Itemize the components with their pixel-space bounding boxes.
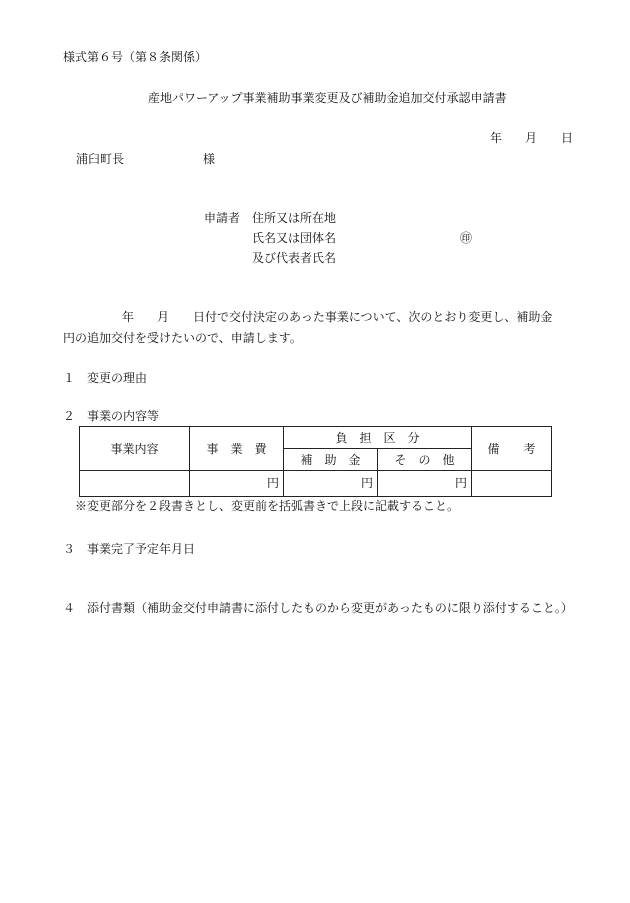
body-line2: 円の追加交付を受けたいので、申請します。 — [63, 331, 302, 345]
section-4-label: 添付書類（補助金交付申請書に添付したものから変更があったものに限り添付すること。） — [87, 601, 573, 615]
cell-cost-unit: 円 — [190, 471, 284, 497]
seal-mark: ㊞ — [460, 231, 473, 245]
cell-other-unit: 円 — [378, 471, 472, 497]
date-day: 日 — [561, 131, 574, 145]
address-label: 住所又は所在地 — [252, 211, 337, 225]
section-1-number: １ — [63, 371, 76, 385]
section-2-number: ２ — [63, 409, 76, 423]
applicant-label: 申請者 — [204, 211, 241, 225]
date-year: 年 — [490, 131, 503, 145]
body-line1: 日付で交付決定のあった事業について、次のとおり変更し、補助金 — [193, 310, 553, 324]
table-note: ※変更部分を２段書きとし、変更前を括弧書きで上段に記載すること。 — [75, 499, 460, 513]
body-year: 年 — [122, 310, 135, 324]
cell-remarks — [472, 471, 552, 497]
section-3-label: 事業完了予定年月日 — [87, 542, 196, 556]
representative-label: 及び代表者氏名 — [252, 251, 337, 265]
form-number: 様式第６号（第８条関係） — [63, 50, 208, 64]
date-month: 月 — [525, 131, 538, 145]
table-header-row — [80, 427, 552, 449]
table-row — [80, 471, 552, 497]
header-other: そ の 他 — [378, 449, 472, 471]
addressee: 浦臼町長 — [76, 152, 125, 166]
header-cost: 事 業 費 — [190, 427, 284, 471]
name-label: 氏名又は団体名 — [252, 231, 337, 245]
header-subsidy: 補 助 金 — [284, 449, 378, 471]
cell-content — [80, 471, 190, 497]
form-title: 産地パワーアップ事業補助事業変更及び補助金追加交付承認申請書 — [148, 91, 507, 105]
header-content: 事業内容 — [80, 427, 190, 471]
section-3-number: ３ — [63, 542, 76, 556]
body-month: 月 — [157, 310, 170, 324]
cell-subsidy-unit: 円 — [284, 471, 378, 497]
content-table — [79, 426, 552, 497]
section-2-label: 事業の内容等 — [87, 409, 160, 423]
honorific: 様 — [203, 152, 216, 166]
header-burden: 負 担 区 分 — [284, 427, 472, 449]
section-4-number: ４ — [63, 601, 76, 615]
section-1-label: 変更の理由 — [87, 371, 148, 385]
header-remarks: 備 考 — [472, 427, 552, 471]
